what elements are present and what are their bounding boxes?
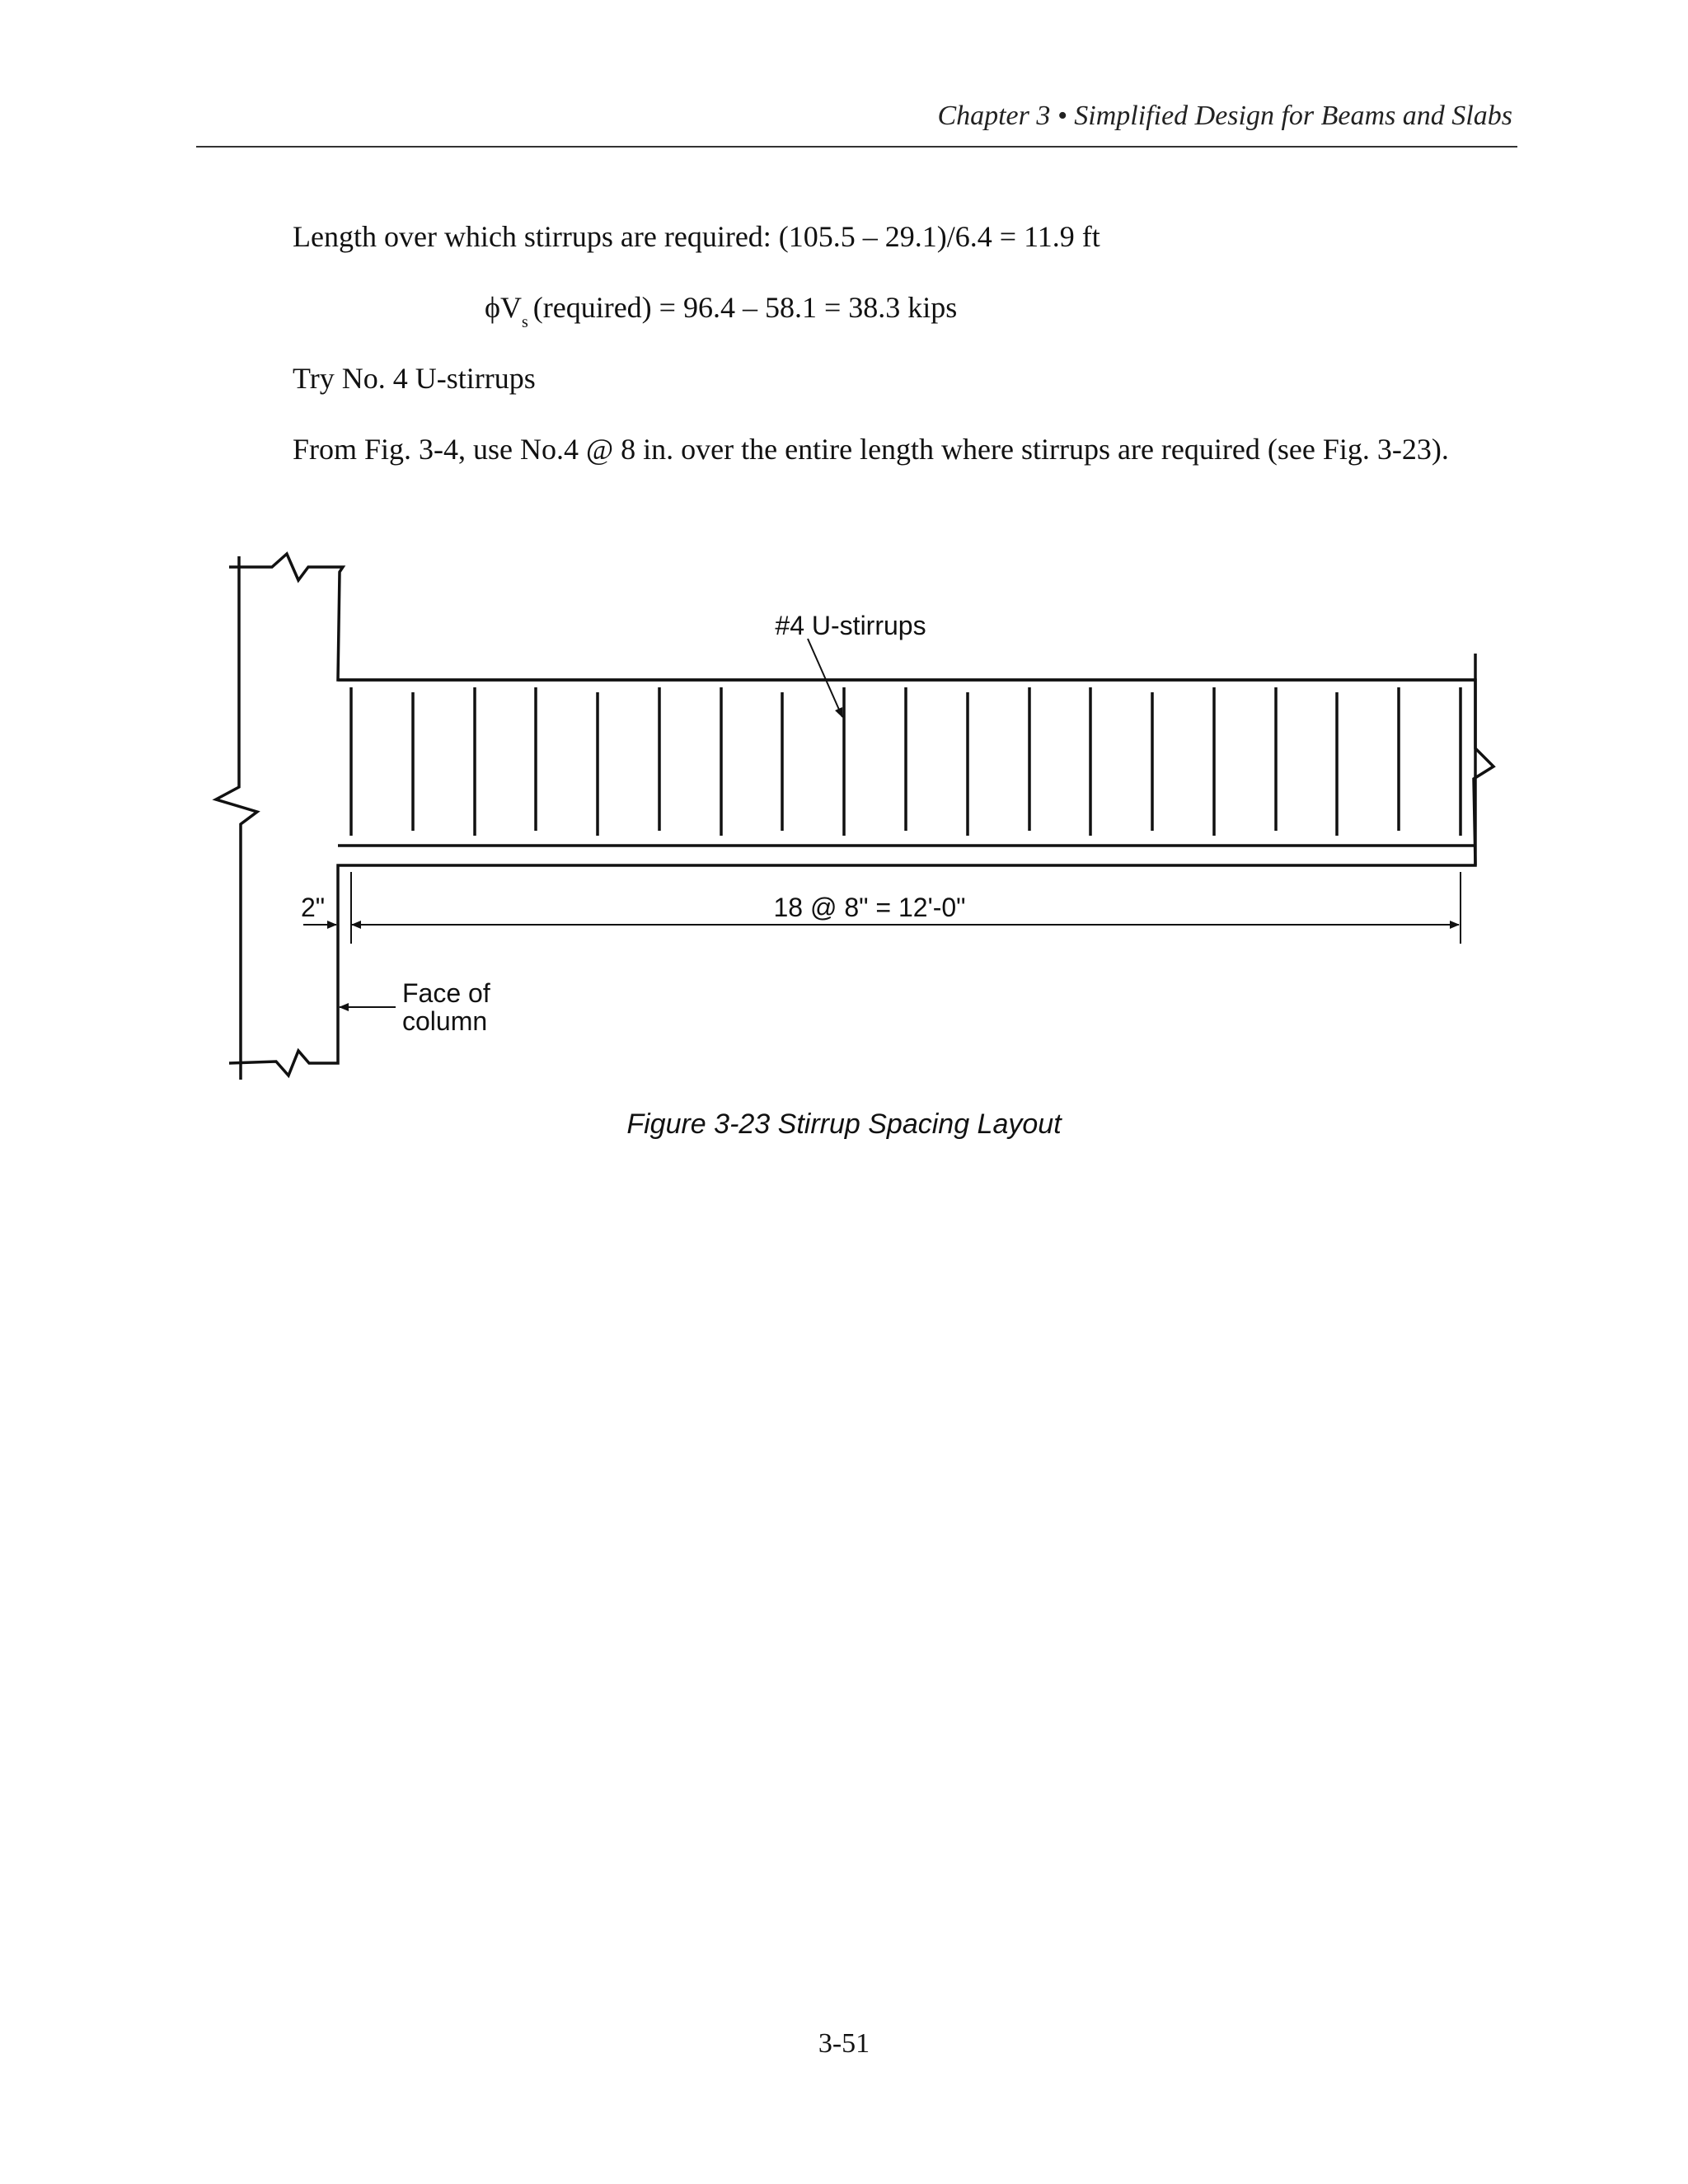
- stirrup-length-line: Length over which stirrups are required: (105.5 – 29.1)/6.4 = 11.9 ft: [293, 220, 1100, 253]
- stirrup-group: [351, 687, 1461, 836]
- offset-label: 2": [301, 893, 326, 922]
- column-left-edge: [216, 556, 257, 1080]
- vs-subscript: s: [521, 313, 528, 331]
- spacing-instruction-line: From Fig. 3-4, use No.4 @ 8 in. over the entire length where stirrups are required (see Fig. 3-23).: [293, 433, 1449, 466]
- figure-caption: Figure 3-23 Stirrup Spacing Layout: [626, 1108, 1062, 1140]
- stirrup-label: #4 U-stirrups: [775, 611, 926, 640]
- face-of-column-label-line1: Face of: [402, 978, 490, 1008]
- shear-required-expression: (required) = 96.4 – 58.1 = 38.3 kips: [532, 291, 958, 324]
- face-of-column-label-line2: column: [402, 1006, 488, 1036]
- try-stirrups-line: Try No. 4 U-stirrups: [293, 362, 536, 395]
- running-header: Chapter 3 • Simplified Design for Beams and Slabs: [937, 101, 1512, 131]
- spacing-label: 18 @ 8" = 12'-0": [773, 893, 966, 922]
- page-number: 3-51: [818, 2028, 870, 2059]
- phi-vs-symbol: ϕV: [485, 291, 522, 324]
- stirrup-leader-line: [808, 639, 842, 717]
